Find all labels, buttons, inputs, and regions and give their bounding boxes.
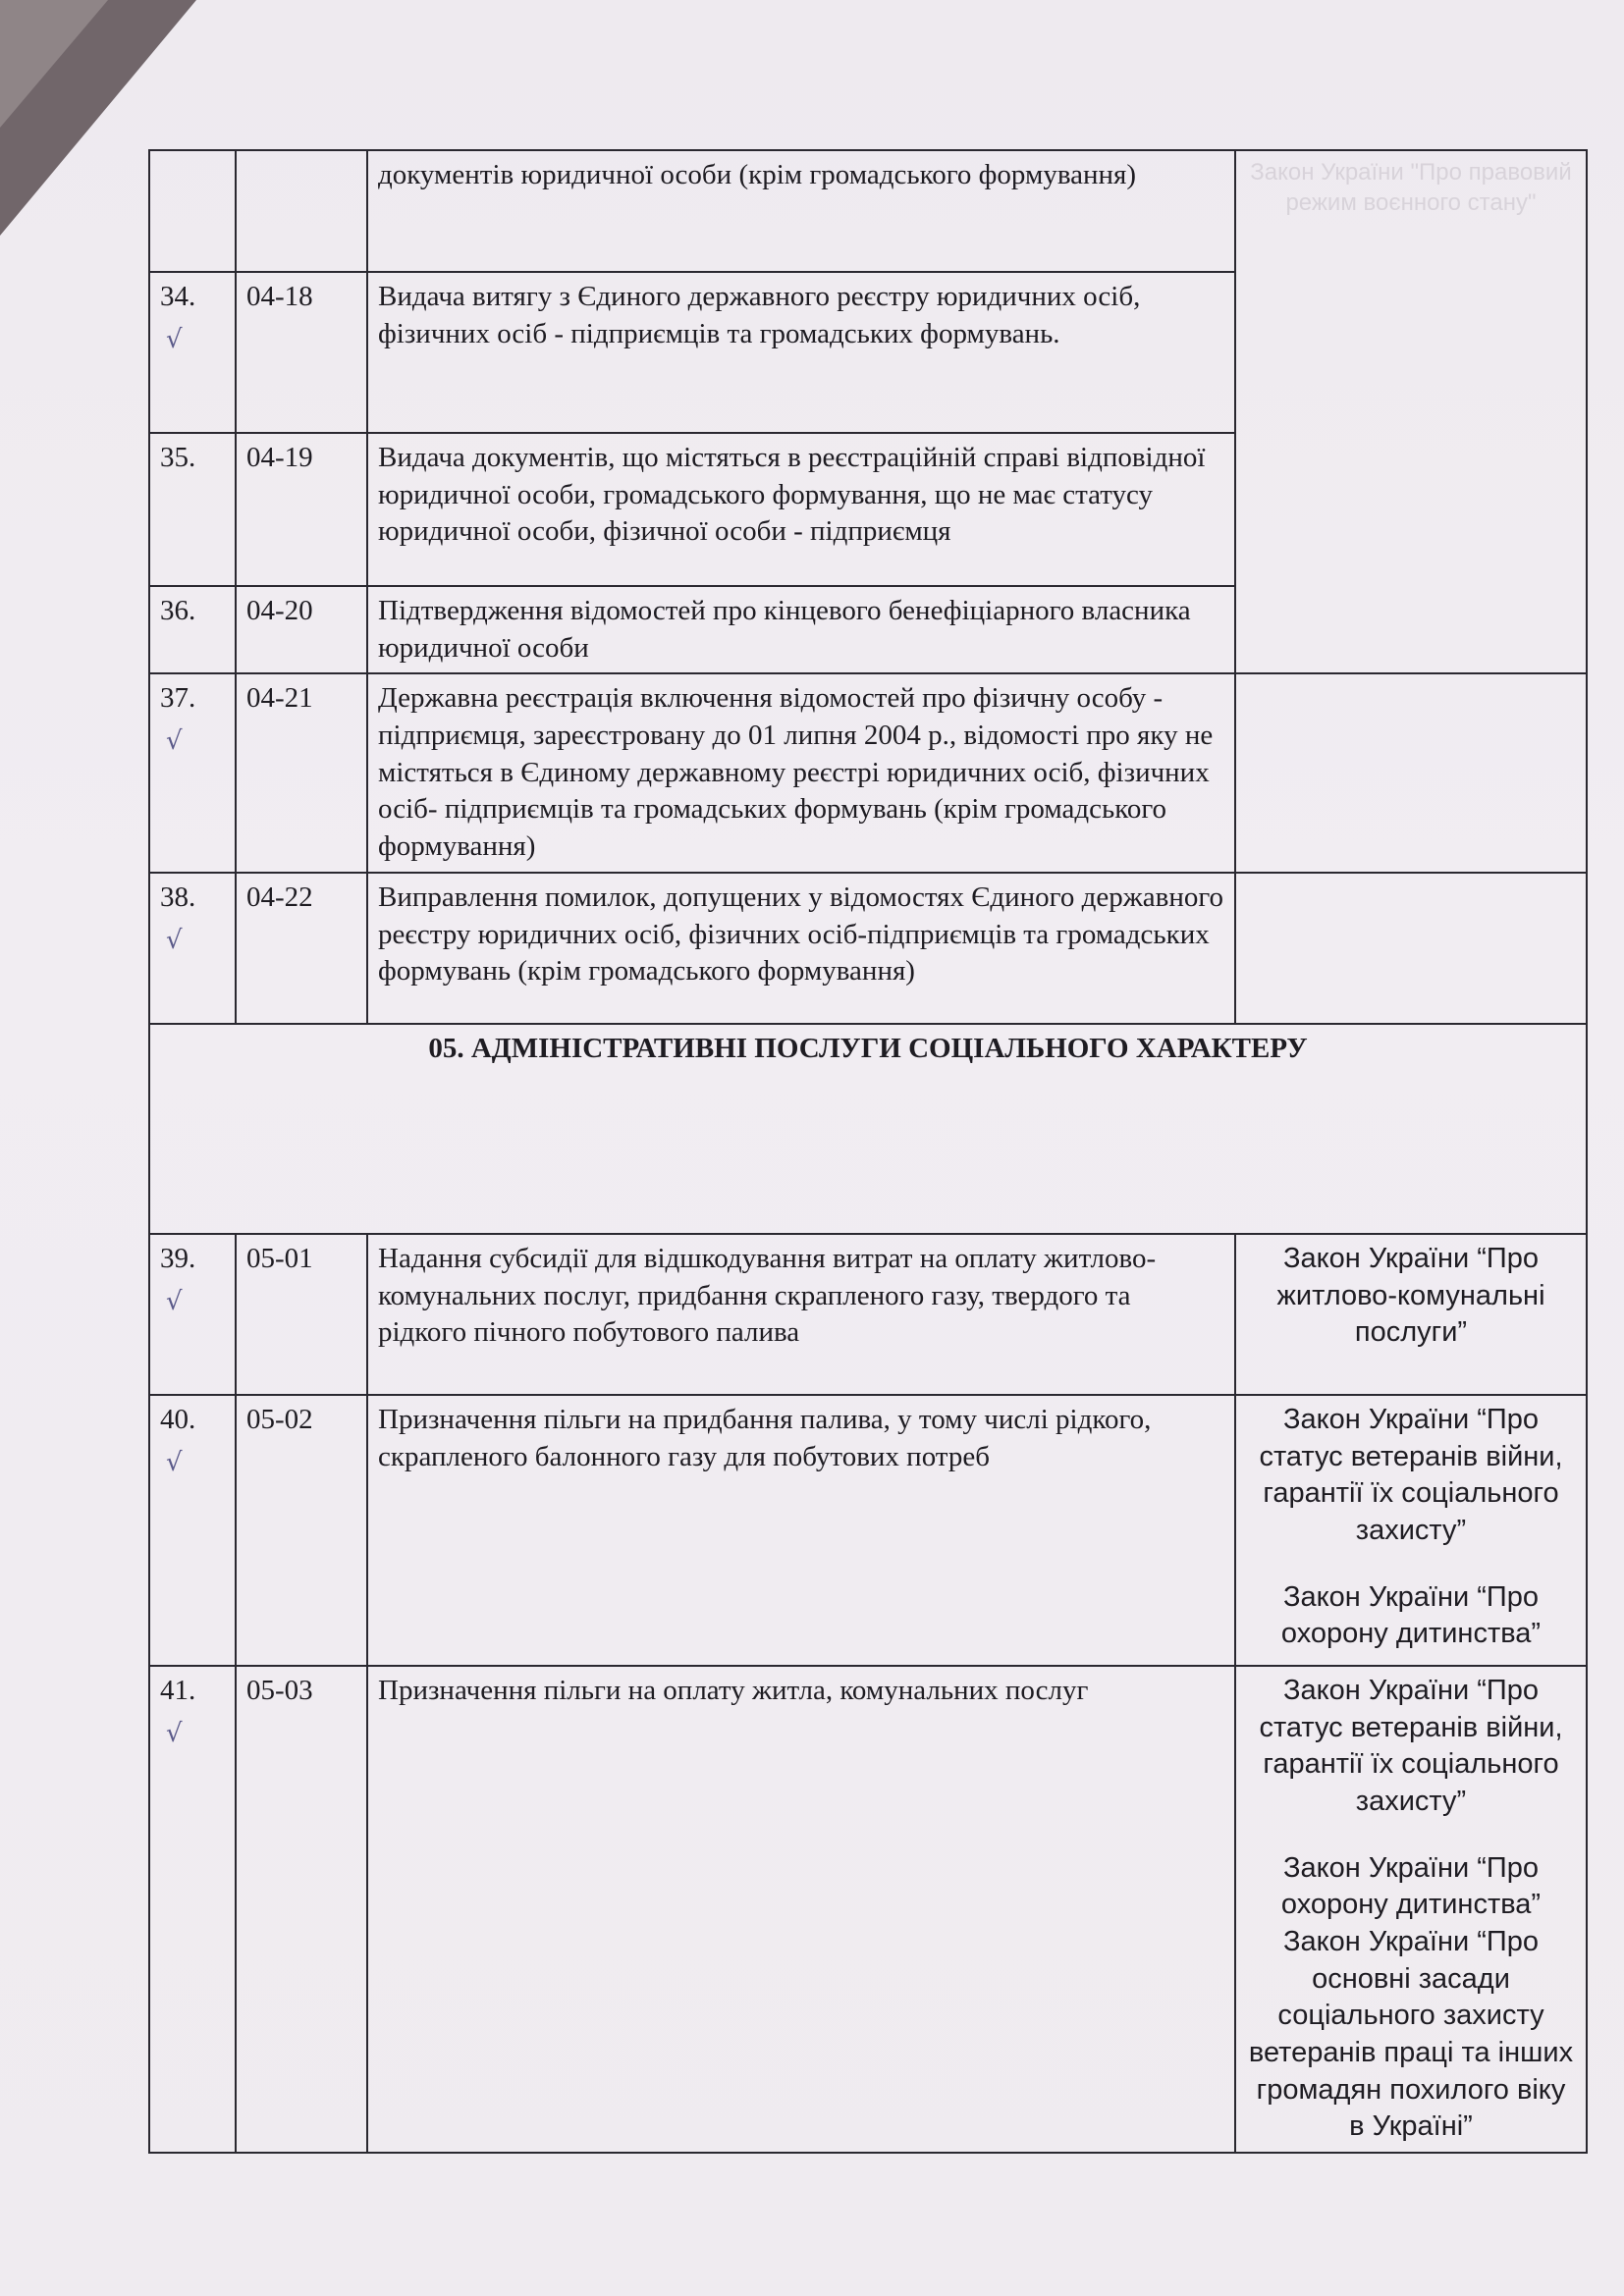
- faint-law-text: Закон України "Про правовий режим воєнного стану": [1250, 159, 1572, 217]
- law-reference: Закон України “Про статус ветеранів війни, гарантії їх соціального захисту”: [1259, 1674, 1563, 1817]
- check-mark-icon: √: [166, 1447, 183, 1477]
- row-number: 35.: [149, 433, 236, 586]
- row-code: 05-03: [236, 1666, 367, 2153]
- row-number: 38. √: [149, 873, 236, 1024]
- service-name: Підтвердження відомостей про кінцевого бенефіціарного власника юридичної особи: [367, 586, 1235, 673]
- row-code: 04-18: [236, 272, 367, 433]
- row-code: 04-20: [236, 586, 367, 673]
- check-mark-icon: √: [166, 925, 183, 955]
- law-reference-cell: [1235, 1395, 1587, 1666]
- row-code: 04-22: [236, 873, 367, 1024]
- law-reference-cell: [1235, 1666, 1587, 2153]
- check-mark-icon: √: [166, 1286, 183, 1316]
- row-number: [149, 150, 236, 272]
- service-name: Видача витягу з Єдиного державного реєстру юридичних осіб, фізичних осіб - підприємців та громадських формувань.: [367, 272, 1235, 433]
- row-number: 40. √: [149, 1395, 236, 1666]
- row-number: 36.: [149, 586, 236, 673]
- law-reference-cell: [1235, 673, 1587, 872]
- law-reference: Закон України “Про охорону дитинства”: [1280, 1580, 1542, 1650]
- check-mark-icon: √: [166, 1718, 183, 1748]
- law-reference-cell: [1235, 150, 1587, 673]
- law-reference: Закон України “Про основні засади соціального захисту ветеранів праці та інших громадян похилого віку в Україні”: [1248, 1925, 1574, 2143]
- row-code: 04-21: [236, 673, 367, 872]
- law-reference: Закон України “Про статус ветеранів війни, гарантії їх соціального захисту”: [1259, 1403, 1563, 1546]
- check-mark-icon: √: [166, 726, 183, 757]
- law-reference: Закон України “Про охорону дитинства”: [1280, 1851, 1542, 1921]
- table-row: [149, 873, 1587, 1024]
- section-header-row: [149, 1024, 1587, 1234]
- services-table: [148, 149, 1588, 2154]
- row-number: 34. √: [149, 272, 236, 433]
- row-number: 41. √: [149, 1666, 236, 2153]
- row-code: 05-02: [236, 1395, 367, 1666]
- table-row: [149, 1234, 1587, 1395]
- service-name: Призначення пільги на оплату житла, комунальних послуг: [367, 1666, 1235, 2153]
- law-reference-cell: [1235, 873, 1587, 1024]
- row-number: 37. √: [149, 673, 236, 872]
- row-code: 04-19: [236, 433, 367, 586]
- row-code: [236, 150, 367, 272]
- law-reference-cell: [1235, 1234, 1587, 1395]
- service-name: Видача документів, що містяться в реєстраційній справі відповідної юридичної особи, громадського формування, що не має статусу юридичної особи, фізичної особи - підприємця: [367, 433, 1235, 586]
- row-code: 05-01: [236, 1234, 367, 1395]
- row-number: 39. √: [149, 1234, 236, 1395]
- check-mark-icon: √: [166, 324, 183, 354]
- table-row: [149, 1666, 1587, 2153]
- table-row: [149, 673, 1587, 872]
- service-name: документів юридичної особи (крім громадського формування): [367, 150, 1235, 272]
- service-name: Державна реєстрація включення відомостей про фізичну особу - підприємця, зареєстровану до 01 липня 2004 р., відомості про яку не містяться в Єдиному державному реєстрі юридичних осіб, фізичних осіб- підприємців та громадських формувань (крім громадського формування): [367, 673, 1235, 872]
- page-corner-fold: [0, 0, 108, 128]
- service-name: Призначення пільги на придбання палива, у тому числі рідкого, скрапленого балонного газу для побутових потреб: [367, 1395, 1235, 1666]
- service-name: Надання субсидії для відшкодування витрат на оплату житлово-комунальних послуг, придбання скрапленого газу, твердого та рідкого пічного побутового палива: [367, 1234, 1235, 1395]
- table-row: [149, 150, 1587, 272]
- law-reference: Закон України “Про житлово-комунальні послуги”: [1276, 1242, 1545, 1349]
- table-row: [149, 1395, 1587, 1666]
- section-title: 05. АДМІНІСТРАТИВНІ ПОСЛУГИ СОЦІАЛЬНОГО ХАРАКТЕРУ: [149, 1024, 1587, 1234]
- service-name: Виправлення помилок, допущених у відомостях Єдиного державного реєстру юридичних осіб, фізичних осіб-підприємців та громадських формувань (крім громадського формування): [367, 873, 1235, 1024]
